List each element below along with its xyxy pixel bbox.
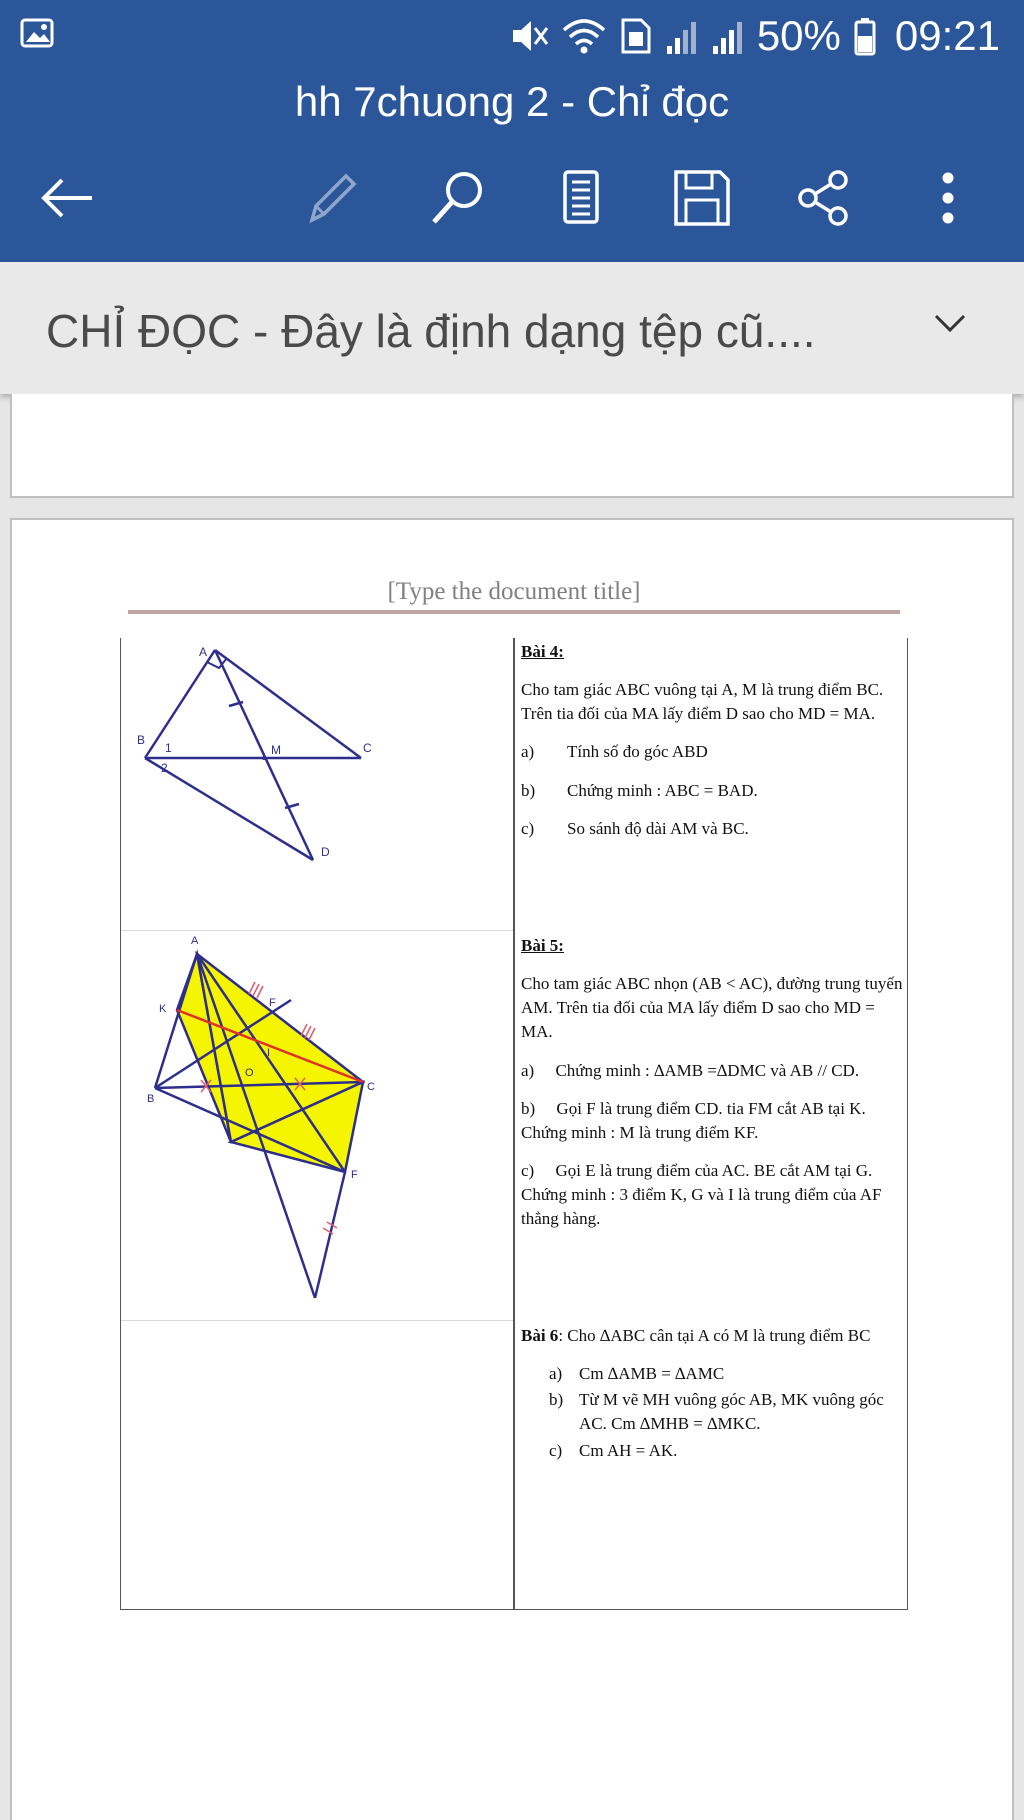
bai6-cell	[521, 1324, 903, 1465]
wifi-icon	[561, 16, 607, 56]
toolbar	[0, 160, 1024, 232]
bai4-item-b: b) Chứng minh : ABC = BAD.	[521, 780, 758, 800]
bai5-item-b: b) Gọi F là trung điểm CD. tia FM cắt AB tại K. Chứng minh : M là trung điểm KF.	[521, 1098, 866, 1142]
fig2-label-a: A	[191, 935, 199, 947]
fig2-label-f-bottom: F	[351, 1169, 358, 1181]
bai5-item-a: a) Chứng minh : ∆AMB =∆DMC và AB // CD.	[521, 1060, 860, 1080]
document-page	[10, 518, 1014, 1820]
reading-view-icon[interactable]	[552, 168, 612, 228]
fig1-label-angle2: 2	[161, 761, 168, 775]
document-title: hh 7chuong 2 - Chỉ đọc	[294, 78, 730, 125]
signal-icon-1	[665, 16, 699, 56]
battery-percent: 50%	[756, 12, 841, 59]
fig1-label-b: B	[137, 733, 146, 747]
fig2-label-i: I	[267, 1047, 271, 1059]
bai5-item-c: c) Gọi E là trung điểm của AC. BE cắt AM tại G. Chứng minh : 3 điểm K, G và I là trung điểm của AF thẳng hàng.	[521, 1160, 882, 1229]
bai6-item-b: b) Từ M vẽ MH vuông góc AB, MK vuông góc AC. Cm ∆MHB = ∆MKC.	[549, 1390, 884, 1434]
fig2-label-f-top: F	[269, 997, 276, 1009]
fig1-label-d: D	[321, 845, 330, 859]
point-m	[262, 756, 266, 760]
read-only-notice-text: CHỈ ĐỌC - Đây là định dạng tệp cũ....	[46, 305, 816, 357]
pencil-icon[interactable]	[302, 168, 362, 228]
bai5-intro: Cho tam giác ABC nhọn (AB < AC), đường trung tuyến AM. Trên tia đối của MA lấy điểm D sao cho MD = MA.	[521, 974, 903, 1042]
bai4-title: Bài 4:	[521, 642, 564, 661]
chevron-down-icon[interactable]	[932, 306, 968, 342]
more-vert-icon[interactable]	[918, 168, 978, 228]
exercise-table	[120, 638, 908, 1610]
fig1-label-m: M	[271, 743, 281, 757]
figure-right-triangle-abc	[135, 640, 385, 870]
fig2-label-c: C	[367, 1081, 375, 1093]
fig2-label-k: K	[159, 1003, 167, 1015]
bai6-item-c: c) Cm AH = AK.	[549, 1440, 678, 1460]
bai5-cell	[521, 934, 903, 1245]
document-header: [Type the document title]	[387, 578, 641, 605]
bai4-cell	[521, 640, 903, 855]
search-icon[interactable]	[428, 168, 488, 228]
fig1-label-c: C	[363, 741, 372, 755]
mute-icon	[509, 16, 549, 56]
signal-icon-2	[711, 16, 745, 56]
row-separator	[121, 930, 513, 931]
bai4-item-c: c) So sánh độ dài AM và BC.	[521, 818, 749, 838]
figure-triangle-abcd-yellow	[135, 932, 385, 1302]
bai6-intro: Bài 6: Cho ∆ABC cân tại A có M là trung điểm BC	[521, 1326, 871, 1345]
fig2-label-o: O	[245, 1067, 254, 1079]
back-arrow-icon[interactable]	[36, 168, 96, 228]
save-icon[interactable]	[672, 168, 732, 228]
sim-card-icon	[619, 16, 653, 56]
status-bar	[0, 0, 1024, 72]
bai6-title: Bài 6	[521, 1326, 559, 1345]
fig1-label-angle1: 1	[165, 741, 172, 755]
bai4-intro: Cho tam giác ABC vuông tại A, M là trung điểm BC. Trên tia đối của MA lấy điểm D sao cho MD = MA.	[521, 680, 884, 724]
app-bar	[0, 0, 1024, 262]
row-separator	[121, 1320, 513, 1321]
table-column-divider	[513, 638, 515, 1610]
read-only-notice-bar[interactable]	[0, 262, 1024, 394]
bai6-item-a: a) Cm ∆AMB = ∆AMC	[549, 1364, 725, 1384]
battery-icon	[853, 16, 877, 56]
previous-page-bottom	[10, 394, 1014, 498]
header-rule	[128, 610, 900, 614]
gallery-notification-icon	[20, 18, 54, 48]
bai5-title: Bài 5:	[521, 936, 564, 955]
fig2-label-b: B	[147, 1093, 155, 1105]
clock: 09:21	[894, 12, 1000, 59]
bai4-item-a: a) Tính số đo góc ABD	[521, 742, 708, 762]
fig1-label-a: A	[199, 645, 208, 659]
share-icon[interactable]	[794, 168, 854, 228]
